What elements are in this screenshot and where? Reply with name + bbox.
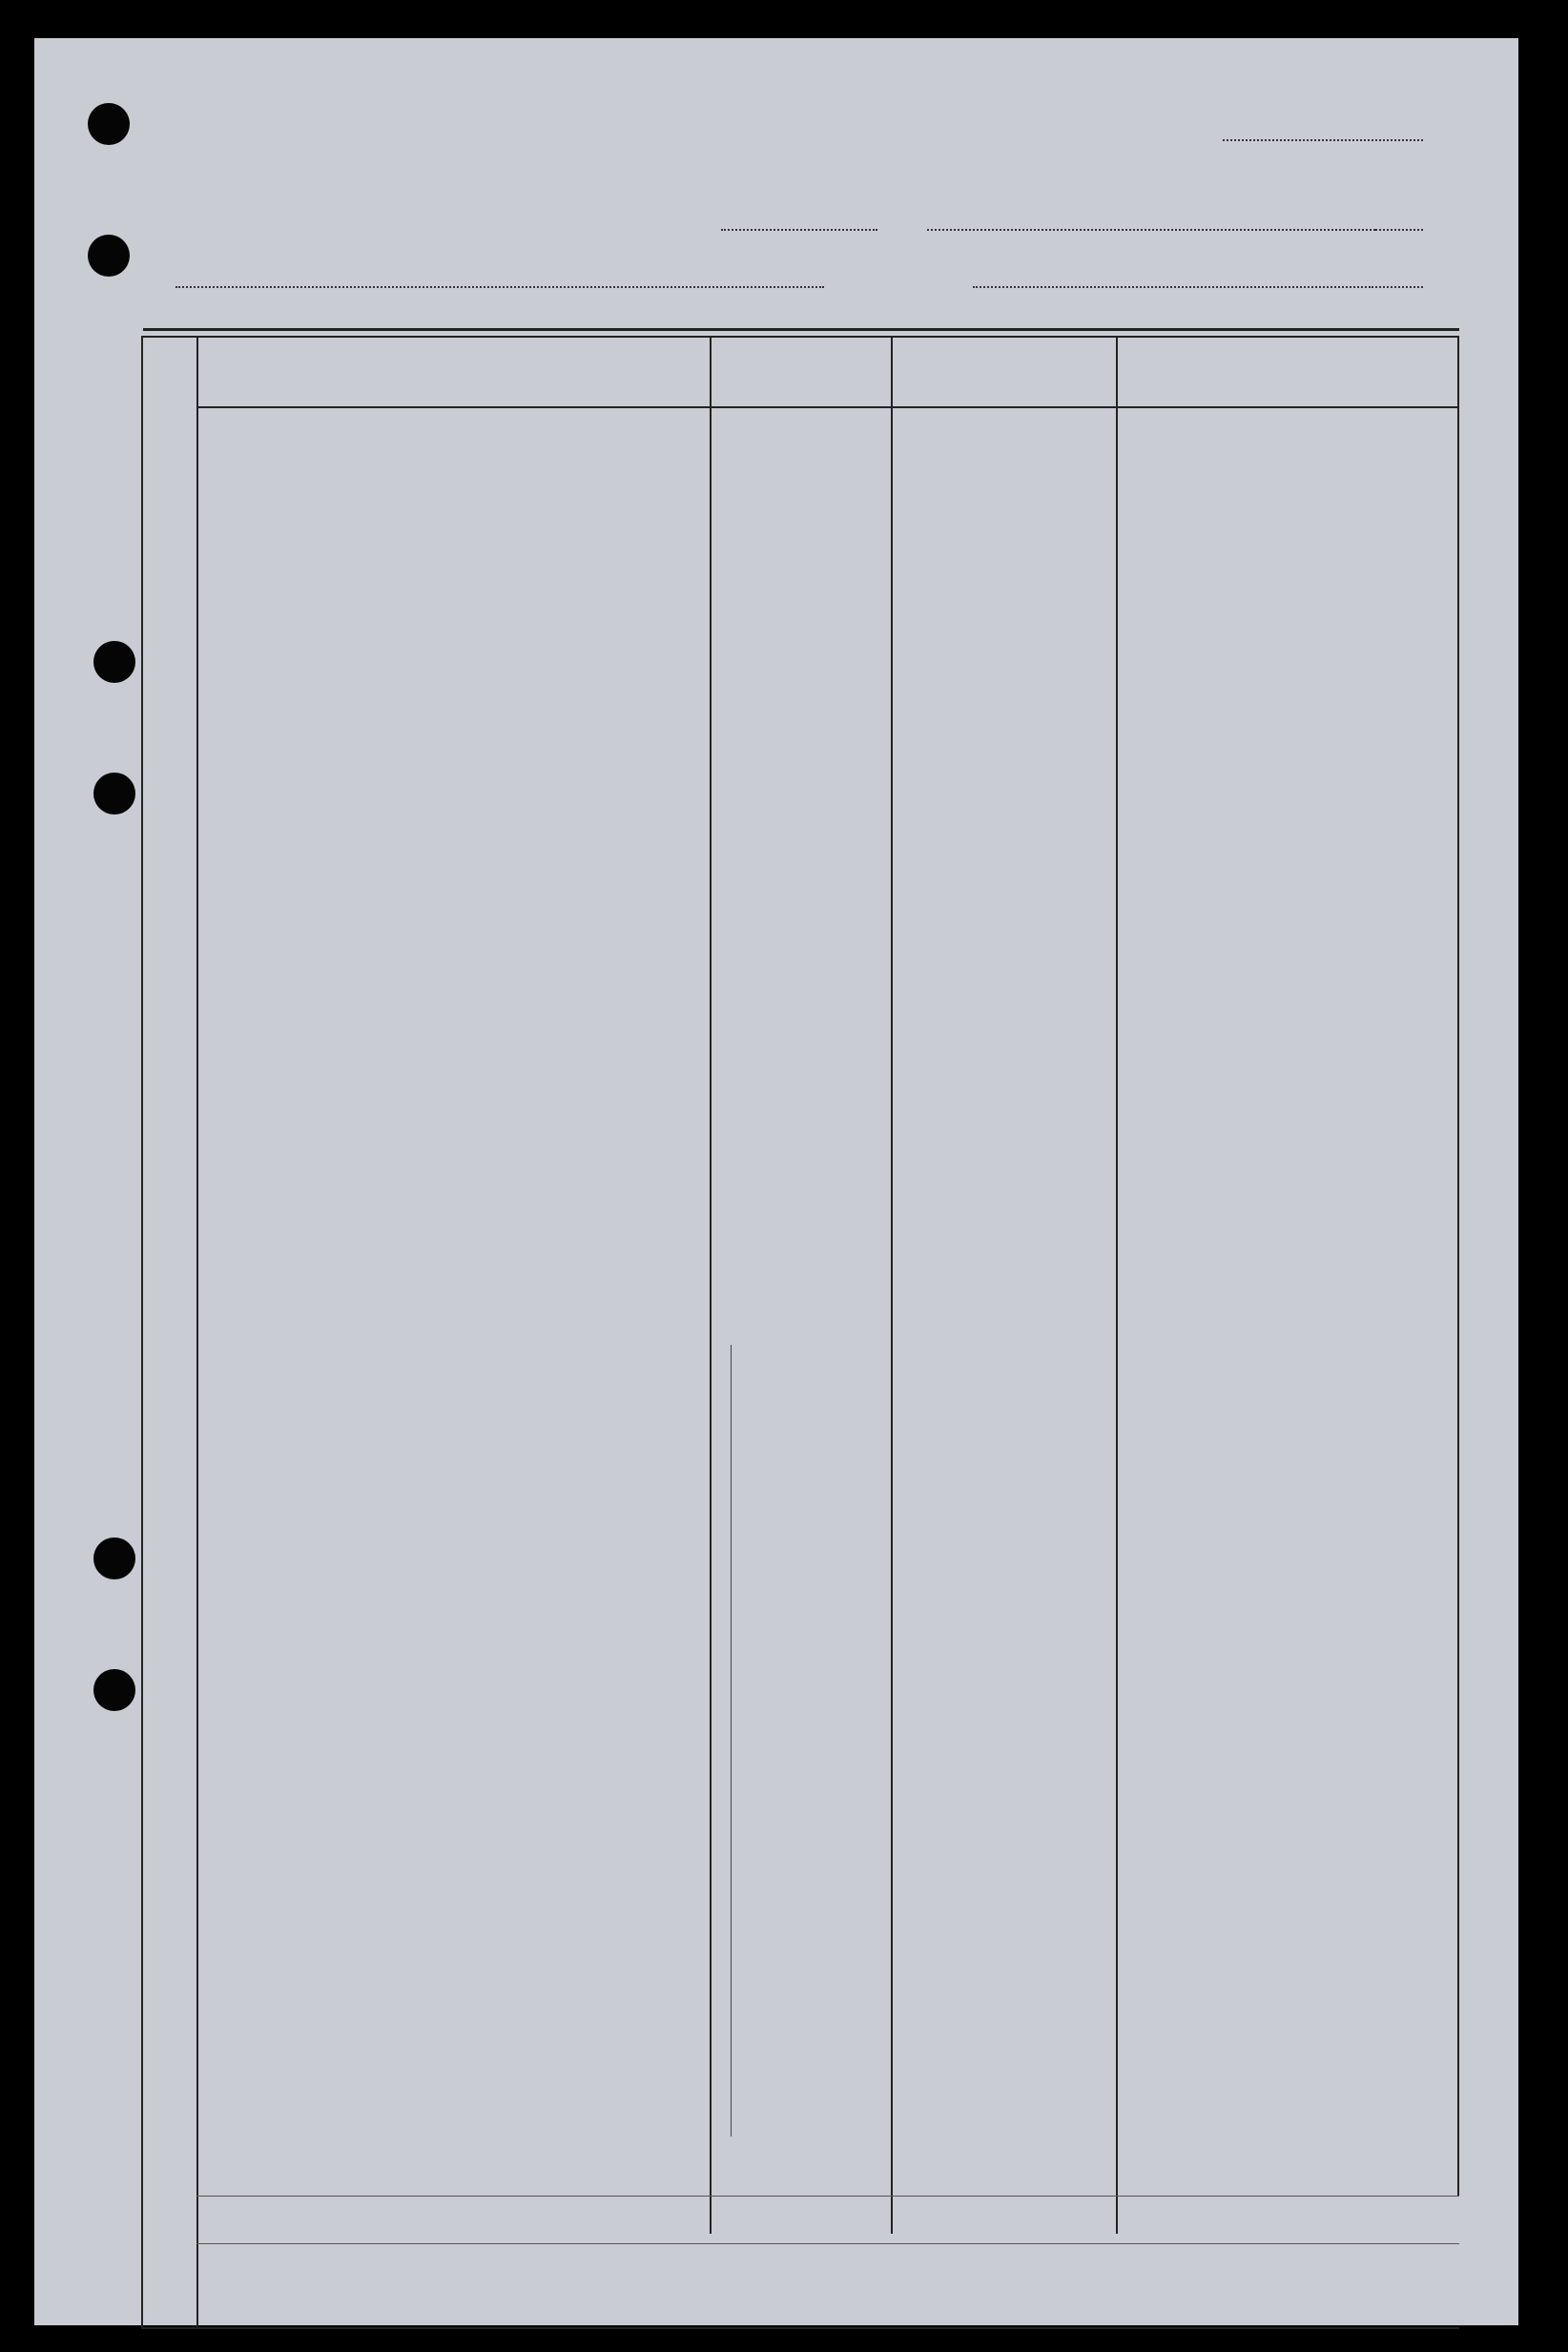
punch-hole	[93, 1537, 135, 1579]
punch-hole	[88, 235, 130, 277]
punch-hole	[93, 773, 135, 815]
punch-hole	[93, 1669, 135, 1711]
punch-hole	[93, 641, 135, 683]
punch-hole	[88, 103, 130, 145]
manifest-page	[34, 38, 1518, 2325]
